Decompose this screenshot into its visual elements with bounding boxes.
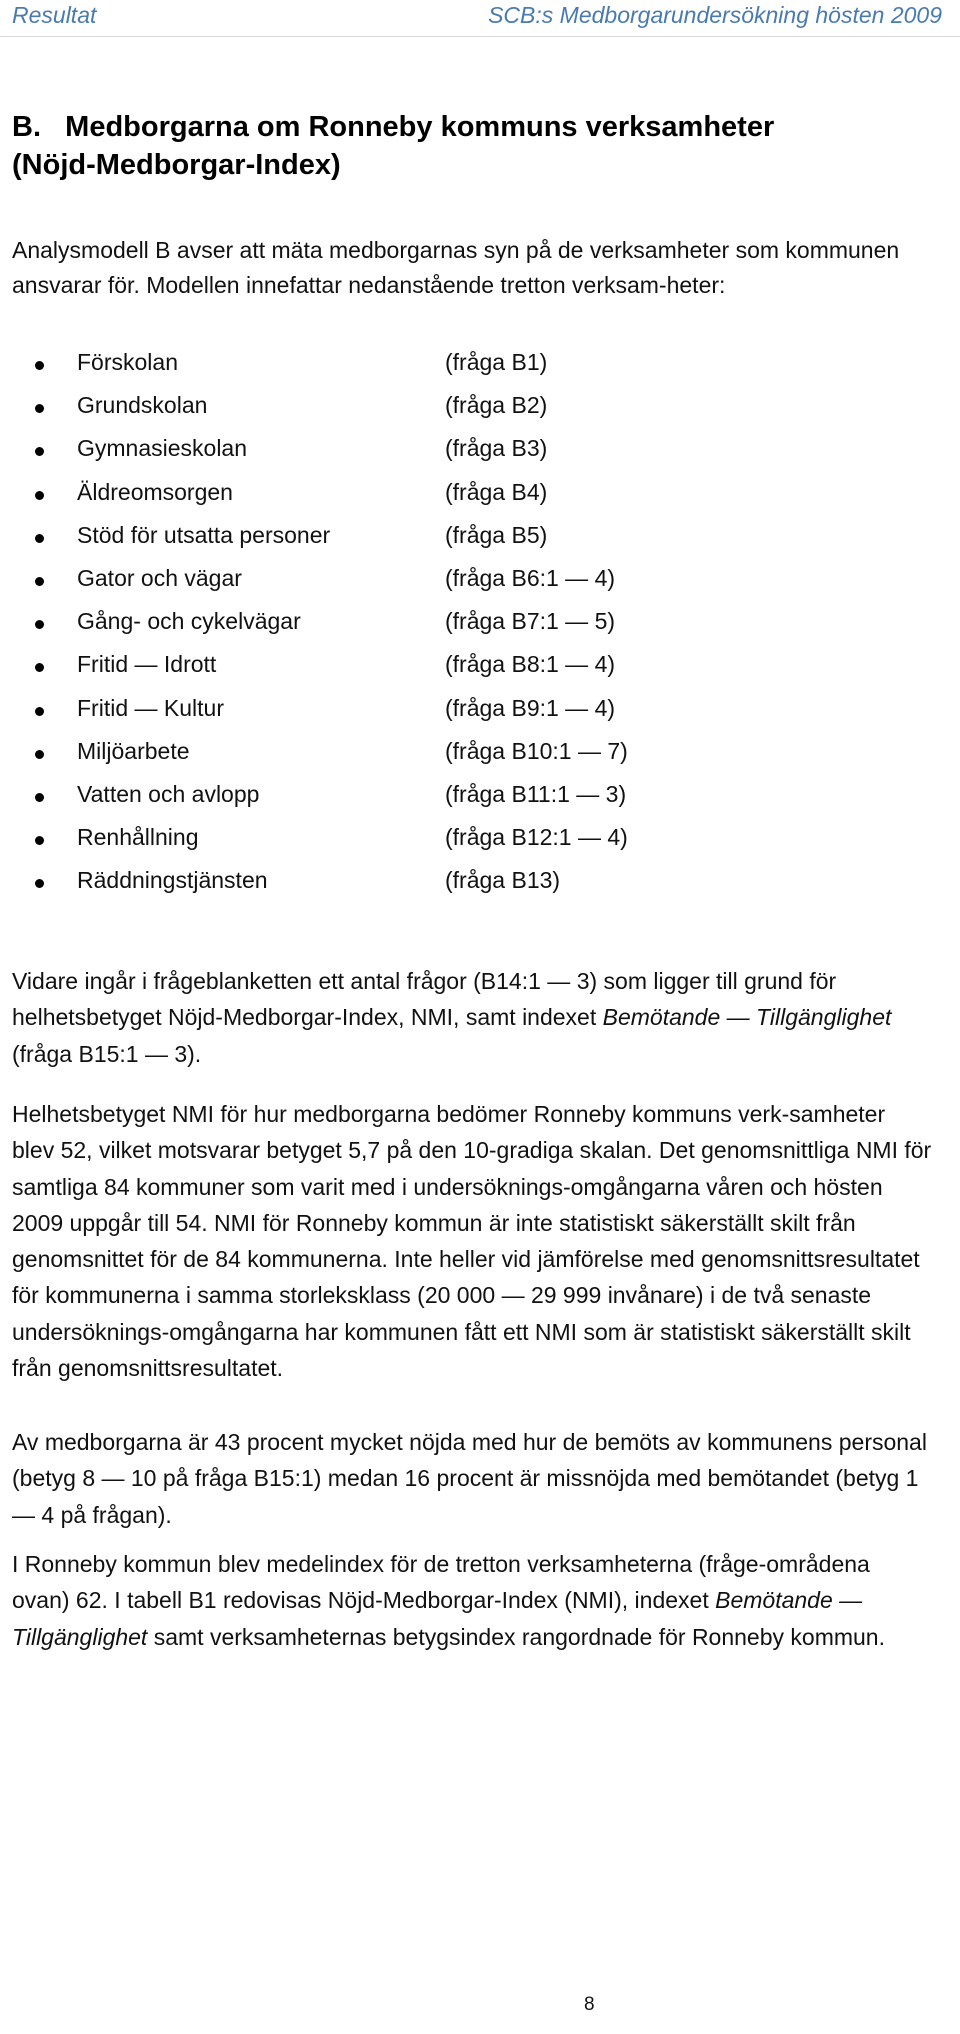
activity-name: Gymnasieskolan: [77, 435, 248, 462]
activity-question-ref: (fråga B10:1 — 7): [445, 737, 628, 764]
activity-name: Fritid — Kultur: [77, 694, 224, 721]
list-item: [0, 781, 960, 824]
paragraph-mean-index-end: samt verksamheternas betygsindex rangordnade för Ronneby kommun.: [147, 1623, 885, 1650]
paragraph-nmi-questions-italic: Bemötande — Tillgänglighet: [602, 1004, 892, 1031]
activity-name: Förskolan: [77, 349, 178, 375]
paragraph-nmi-questions-end: (fråga B15:1 — 3).: [12, 1040, 202, 1067]
activity-name: Gator och vägar: [77, 564, 242, 591]
bullet-icon: [35, 404, 44, 413]
paragraph-mean-index-text: I Ronneby kommun blev medelindex för de tretton verksamheterna (fråge-områdena ovan) 62. I tabell B1 redovisas Nöjd-Medborgar-Index (NMI), indexet: [12, 1551, 870, 1614]
activity-name: Äldreomsorgen: [77, 478, 233, 505]
paragraph-mean-index: [12, 1546, 932, 1655]
page-number: 8: [584, 1994, 595, 2015]
activity-question-ref: (fråga B9:1 — 4): [445, 694, 616, 721]
activity-name: Grundskolan: [77, 392, 208, 419]
section-heading-line-2: (Nöjd-Medborgar-Index): [12, 149, 341, 181]
activity-question-ref: (fråga B11:1 — 3): [445, 780, 627, 807]
list-item: [0, 867, 960, 910]
bullet-icon: [35, 620, 44, 629]
bullet-icon: [35, 361, 44, 370]
section-heading: [12, 108, 932, 184]
list-item: [0, 522, 960, 565]
list-item: [0, 479, 960, 522]
list-item: [0, 824, 960, 867]
bullet-icon: [35, 879, 44, 888]
header-divider: [0, 36, 960, 37]
activity-question-ref: (fråga B8:1 — 4): [445, 651, 616, 678]
bullet-icon: [35, 707, 44, 716]
activity-question-ref: (fråga B7:1 — 5): [445, 608, 616, 635]
activity-name: Gång- och cykelvägar: [77, 608, 301, 635]
section-heading-line-1: B. Medborgarna om Ronneby kommuns verksamheter: [12, 111, 775, 143]
paragraph-nmi-questions: [12, 963, 932, 1072]
activity-name: Stöd för utsatta personer: [77, 521, 331, 548]
intro-paragraph: Analysmodell B avser att mäta medborgarnas syn på de verksamheter som kommunen ansvarar för. Modellen innefattar nedanstående tretton verksam-heter:: [12, 237, 900, 298]
paragraph-mean-index-italic: Bemötande — Tillgänglighet: [12, 1587, 863, 1650]
list-item: [0, 435, 960, 478]
activity-question-ref: (fråga B3): [445, 435, 548, 462]
bullet-icon: [35, 534, 44, 543]
list-item: [0, 565, 960, 608]
activity-question-ref: (fråga B4): [445, 478, 548, 505]
list-item: [0, 349, 960, 392]
bullet-icon: [35, 836, 44, 845]
paragraph-nmi-result: Helhetsbetyget NMI för hur medborgarna bedömer Ronneby kommuns verk-samheter blev 52, vilket motsvarar betyget 5,7 på den 10-gradiga skalan. Det genomsnittliga NMI för samtliga 84 kommuner som varit med i undersöknings-omgångarna våren och hösten 2009 uppgår till 54. NMI för Ronneby kommun är inte statistiskt säkerställt skilt från genomsnittet för de 84 kommunerna. Inte heller vid jämförelse med genomsnittsresultatet för kommunerna i samma storleksklass (20 000 — 29 999 invånare) i de två senaste undersöknings-omgångarna har kommunen fått ett NMI som är statistiskt säkerställt skilt från genomsnittsresultatet.: [12, 1101, 932, 1382]
paragraph-nmi-questions-text: Vidare ingår i frågeblanketten ett antal frågor (B14:1 — 3) som ligger till grund för helhetsbetyget Nöjd-Medborgar-Index, NMI, samt indexet: [12, 968, 837, 1031]
bullet-icon: [35, 447, 44, 456]
activity-name: Fritid — Idrott: [77, 651, 217, 678]
activity-question-ref: (fråga B6:1 — 4): [445, 564, 616, 591]
list-item: [0, 392, 960, 435]
activity-list: [0, 349, 960, 910]
header-publication-title: SCB:s Medborgarundersökning hösten 2009: [488, 2, 942, 28]
activity-question-ref: (fråga B5): [445, 521, 548, 548]
bullet-icon: [35, 577, 44, 586]
bullet-icon: [35, 750, 44, 759]
activity-question-ref: (fråga B2): [445, 392, 548, 419]
bullet-icon: [35, 491, 44, 500]
list-item: [0, 651, 960, 694]
bullet-icon: [35, 663, 44, 672]
activity-question-ref: (fråga B1): [445, 349, 548, 375]
page-header: [0, 0, 960, 40]
activity-question-ref: (fråga B12:1 — 4): [445, 824, 628, 851]
list-item: [0, 738, 960, 781]
list-item: [0, 608, 960, 651]
activity-name: Miljöarbete: [77, 737, 190, 764]
activity-name: Renhållning: [77, 824, 199, 851]
bullet-icon: [35, 793, 44, 802]
header-section-label: Resultat: [12, 2, 97, 28]
activity-question-ref: (fråga B13): [445, 867, 561, 894]
activity-name: Vatten och avlopp: [77, 780, 260, 807]
paragraph-treatment: Av medborgarna är 43 procent mycket nöjda med hur de bemöts av kommunens personal (betyg 8 — 10 på fråga B15:1) medan 16 procent är missnöjda med bemötandet (betyg 1 — 4 på frågan).: [12, 1429, 927, 1528]
list-item: [0, 695, 960, 738]
activity-name: Räddningstjänsten: [77, 867, 268, 894]
